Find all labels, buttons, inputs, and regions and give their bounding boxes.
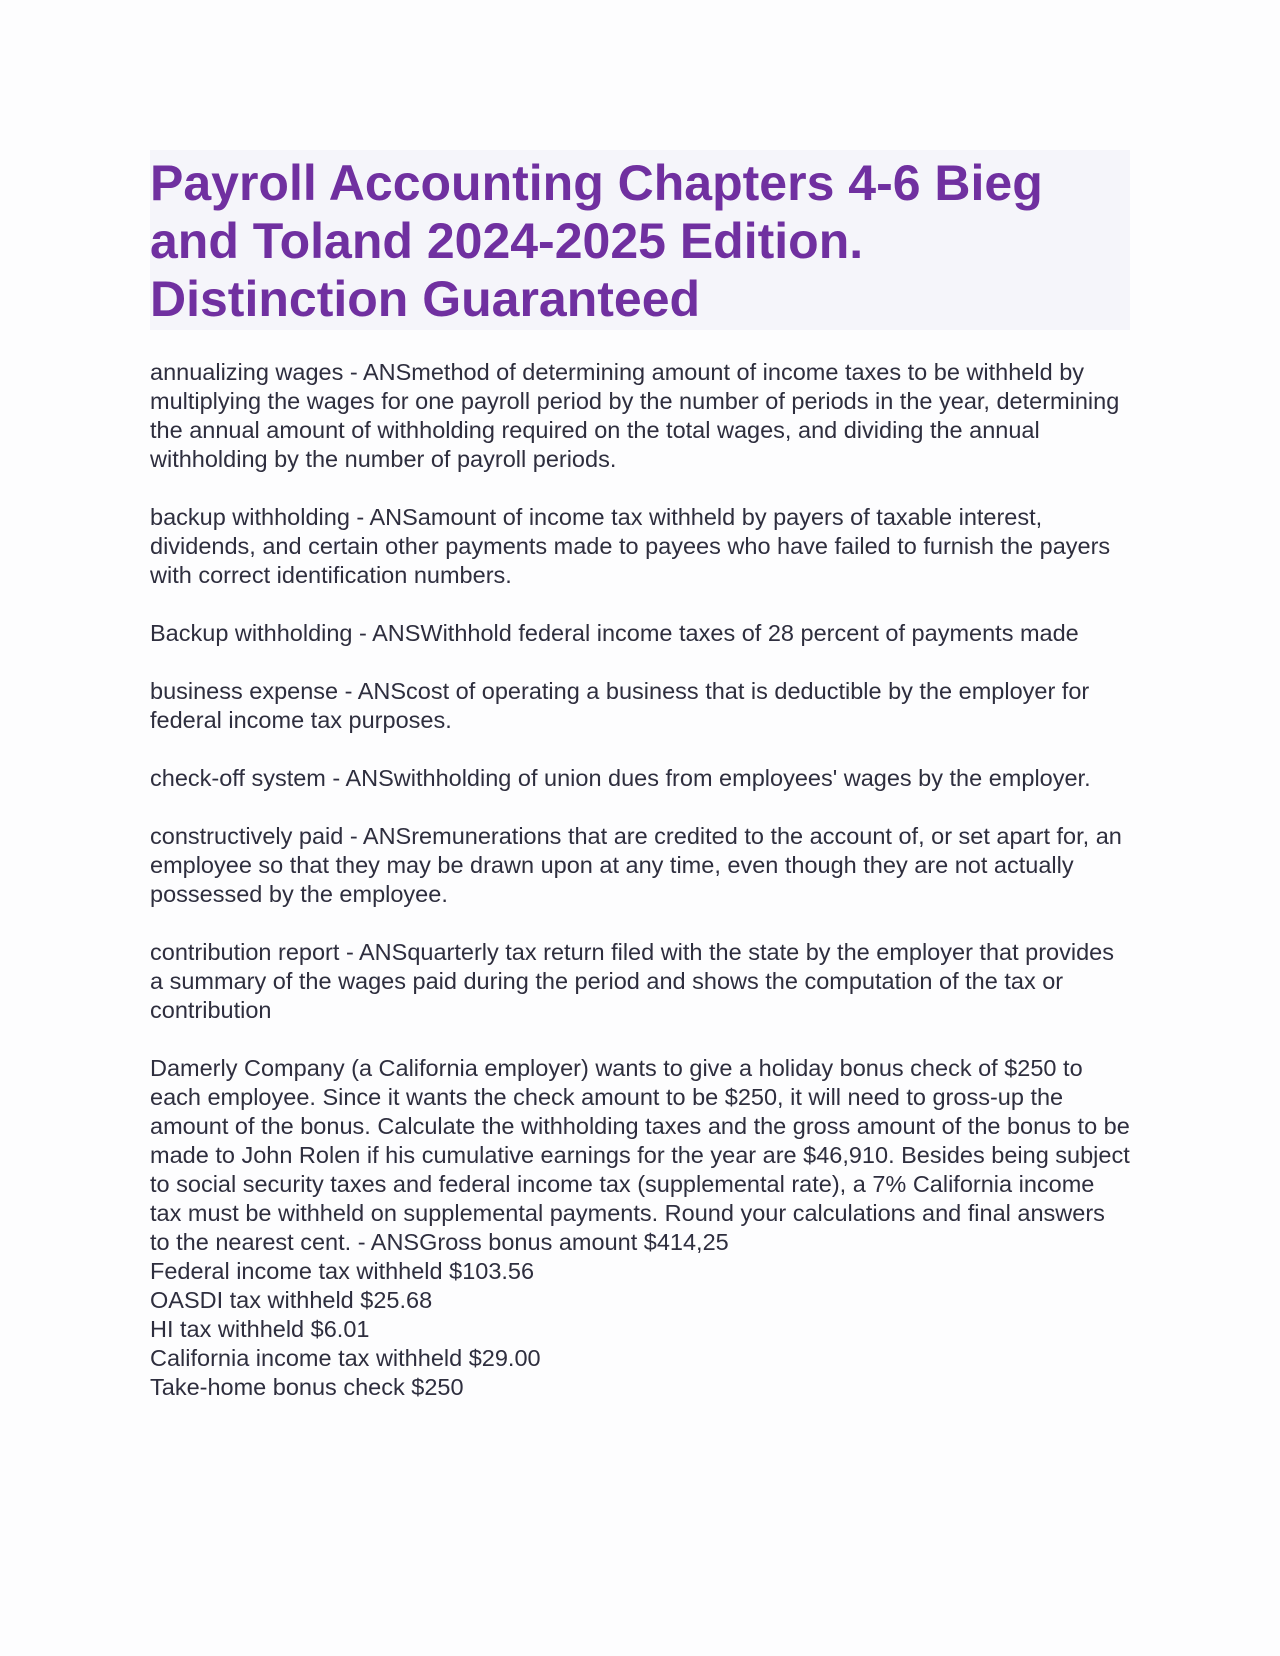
document-page (150, 150, 1130, 1431)
answer-federal-income-tax: Federal income tax withheld $103.56 (150, 1258, 535, 1284)
problem-text: Damerly Company (a California employer) wants to give a holiday bonus check of $250 to each employee. Since it wants the check amount to be $250, it will need to gross-up the amount of the bonus. Calculate the withholding taxes and the gross amount of the bonus to be made to John Rolen if his cumulative earnings for the year are $46,910. Besides being subject to social security taxes and federal income tax (supplemental rate), a 7% California income tax must be withheld on supplemental payments. Round your calculations and final answers to the nearest cent. - ANSGross bonus amount $414,25 (150, 1055, 1130, 1255)
entry-contribution-report: contribution report - ANSquarterly tax return filed with the state by the employer that provides a summary of the wages paid during the period and shows the computation of the tax or contribution (150, 939, 1114, 1023)
entry-backup-withholding-rate: Backup withholding - ANSWithhold federal income taxes of 28 percent of payments made (150, 620, 1079, 646)
entry-backup-withholding-definition: backup withholding - ANSamount of income tax withheld by payers of taxable interest, dividends, and certain other payments made to payees who have failed to furnish the payers with correct identification numbers. (150, 504, 1111, 588)
glossary-entries (150, 358, 1130, 1402)
entry-damerly-company-problem (150, 1054, 1130, 1402)
entry-business-expense: business expense - ANScost of operating a business that is deductible by the employer for federal income tax purposes. (150, 678, 1090, 733)
document-title: Payroll Accounting Chapters 4-6 Bieg and Toland 2024-2025 Edition. Distinction Guaranteed (150, 155, 1043, 327)
entry-annualizing-wages: annualizing wages - ANSmethod of determining amount of income taxes to be withheld by multiplying the wages for one payroll period by the number of periods in the year, determining the annual amount of withholding required on the total wages, and dividing the annual withholding by the number of payroll periods. (150, 359, 1120, 472)
title-banner (150, 150, 1130, 330)
answer-oasdi-tax: OASDI tax withheld $25.68 (150, 1287, 433, 1313)
answer-take-home-bonus: Take-home bonus check $250 (150, 1374, 464, 1400)
entry-check-off-system: check-off system - ANSwithholding of union dues from employees' wages by the employer. (150, 765, 1091, 791)
answer-california-income-tax: California income tax withheld $29.00 (150, 1345, 541, 1371)
entry-constructively-paid: constructively paid - ANSremunerations that are credited to the account of, or set apart for, an employee so that they may be drawn upon at any time, even though they are not actually possessed by the employee. (150, 823, 1122, 907)
answer-hi-tax: HI tax withheld $6.01 (150, 1316, 370, 1342)
